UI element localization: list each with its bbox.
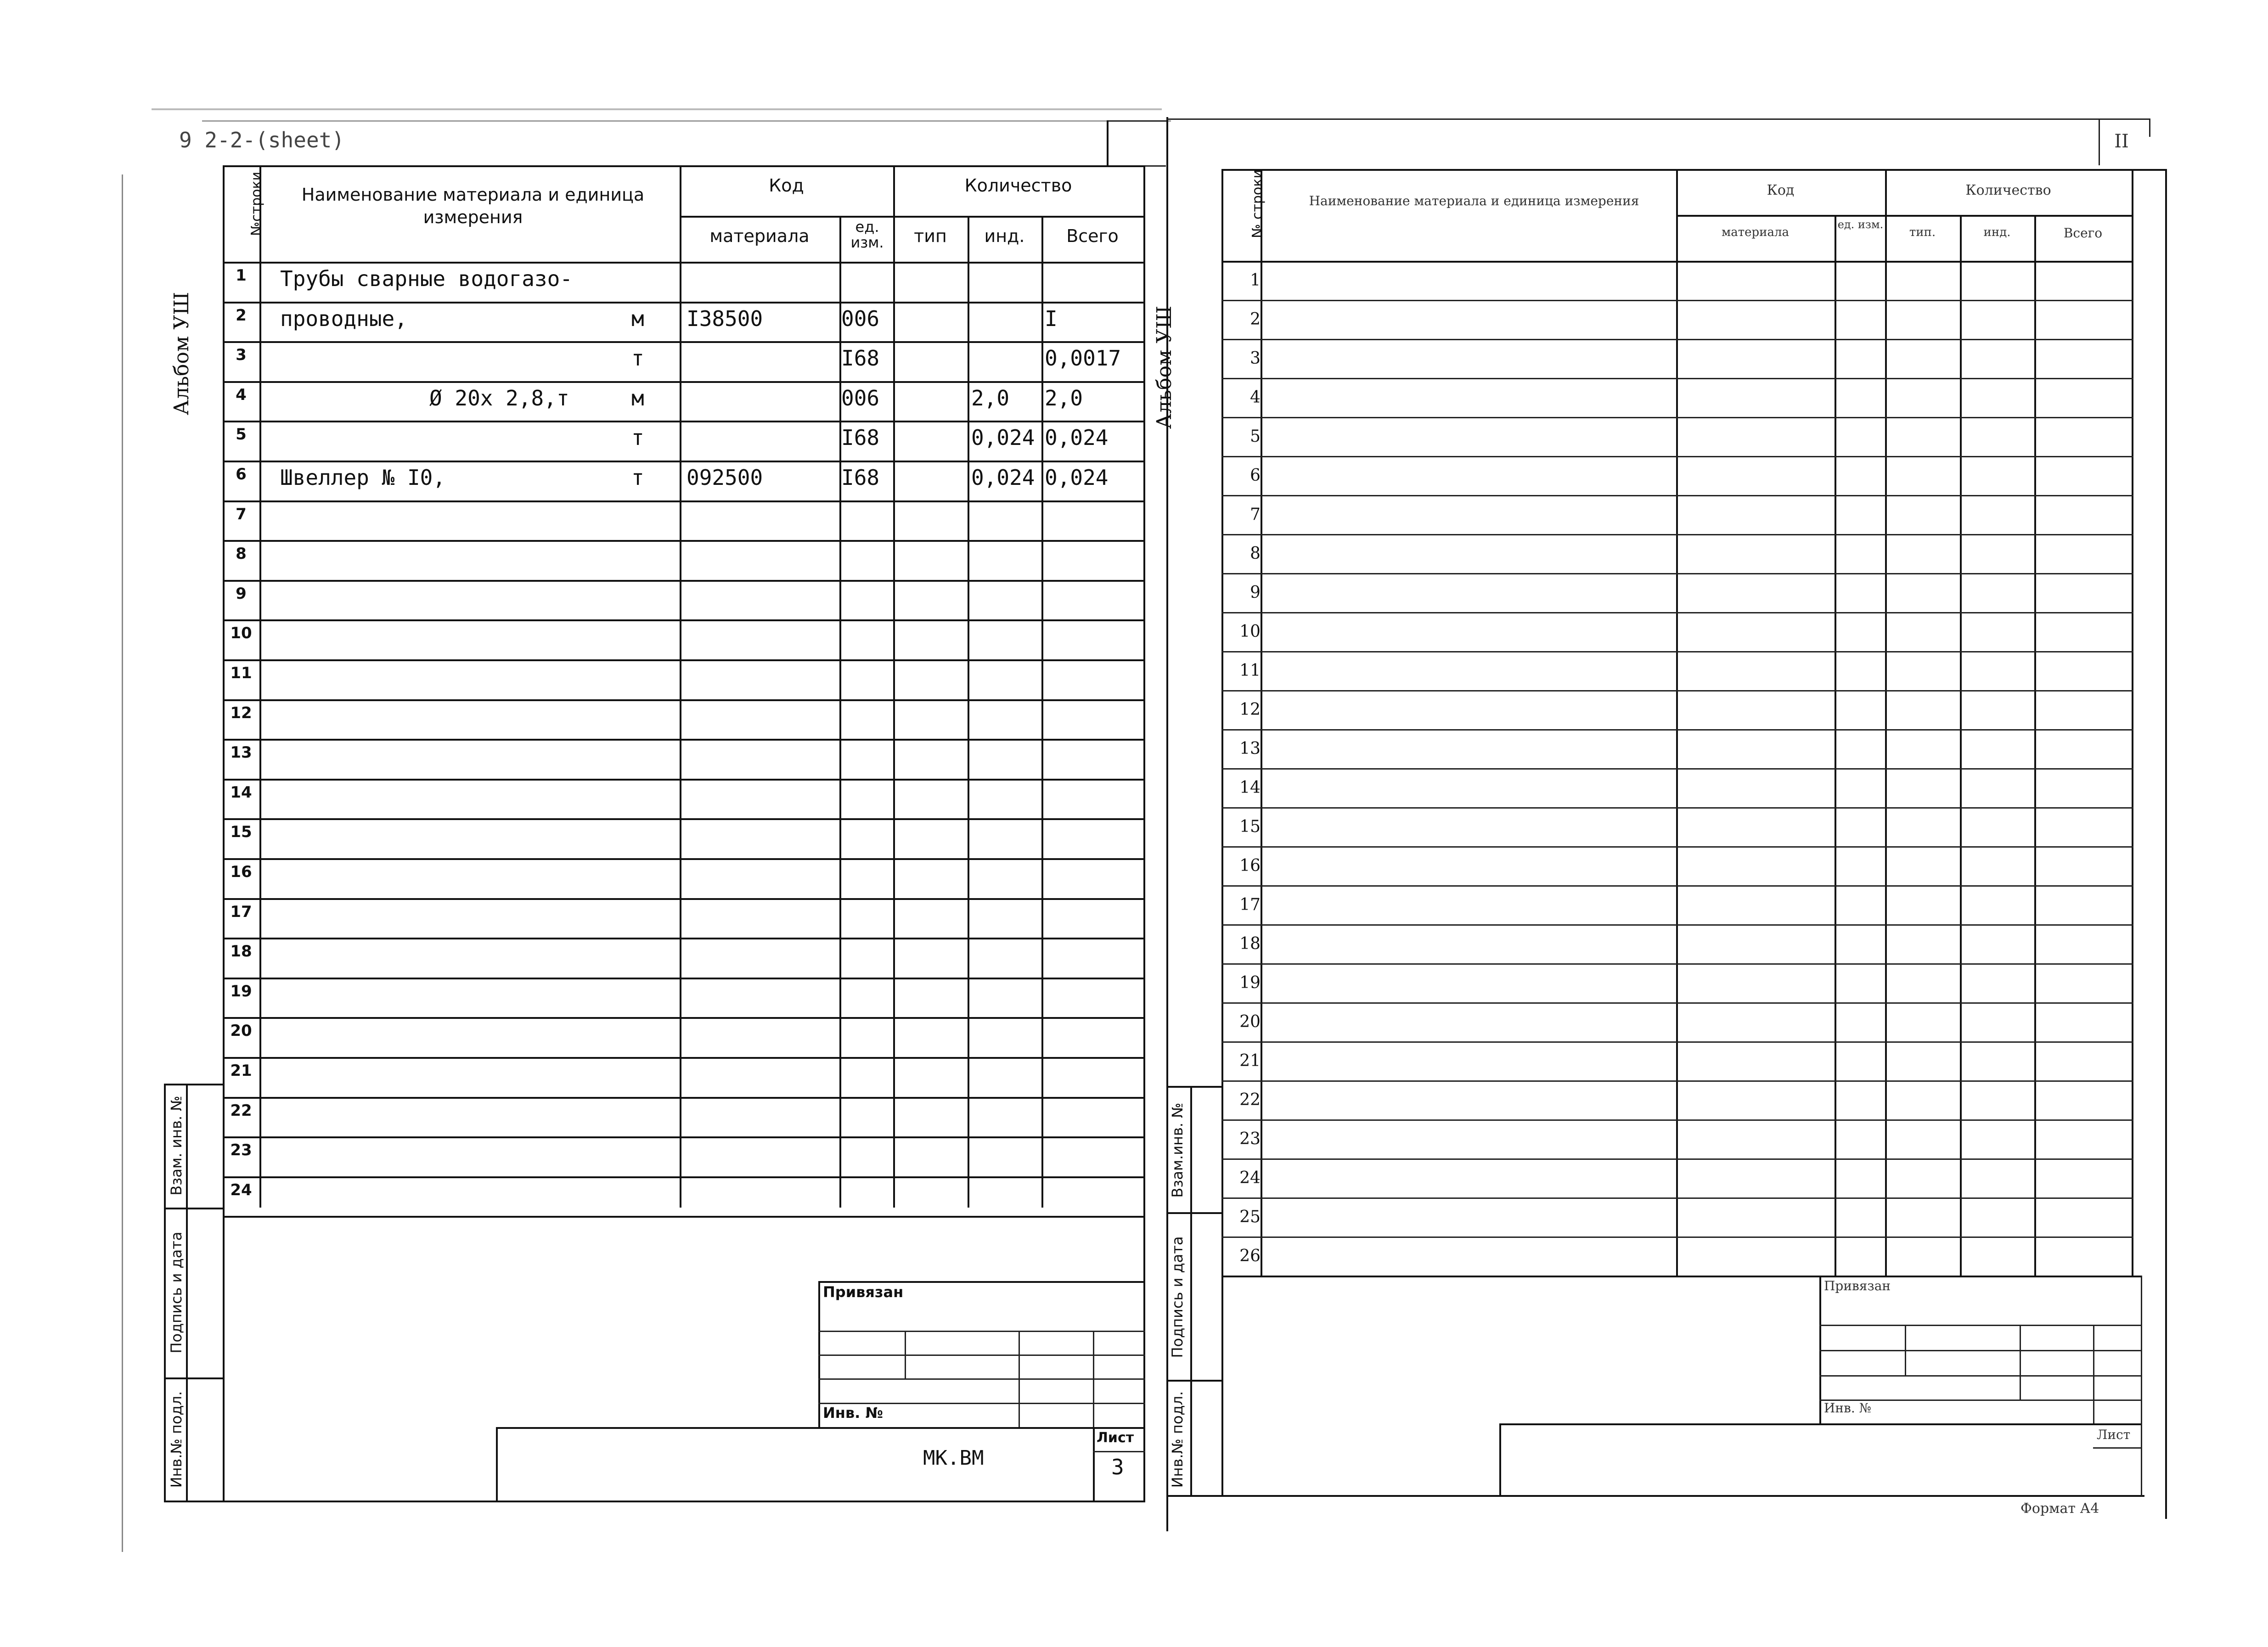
r-frame-bottom	[1166, 1495, 2144, 1497]
r-stamp-right	[2141, 1276, 2142, 1496]
row-number: 24	[1239, 1169, 1261, 1187]
row-number: 14	[1239, 778, 1261, 797]
table-row	[223, 1058, 1145, 1098]
right-header-divider	[2099, 118, 2100, 165]
r-header-code: Код	[1767, 182, 1795, 198]
row-number: 16	[1239, 856, 1261, 875]
table-row	[1221, 1120, 2133, 1159]
table-row	[223, 501, 1145, 541]
header-qty-type: тип	[914, 226, 947, 246]
unit-label: м	[631, 385, 644, 410]
table-row	[1221, 1042, 2133, 1081]
stamp-top	[818, 1281, 1145, 1283]
r-side-sep1	[1166, 1212, 1221, 1214]
side-block-inner	[186, 1084, 188, 1501]
r-side-block-left	[1166, 1086, 1168, 1496]
right-album-label: Альбом УШ	[1153, 305, 1176, 429]
r-header-rownum: № строки	[1249, 169, 1266, 238]
row-number: 9	[236, 584, 247, 603]
left-side-podpis: Подпись и дата	[168, 1231, 185, 1354]
row-number: 2	[1250, 310, 1261, 329]
left-side-inv: Инв.№ подл.	[168, 1391, 185, 1488]
r-header-subline	[1676, 215, 2133, 217]
unit-code: 006	[841, 385, 880, 410]
table-row	[1221, 886, 2133, 925]
row-number: 10	[1239, 622, 1261, 641]
r-header-qty-total: Всего	[2063, 225, 2103, 241]
table-row	[1221, 301, 2133, 340]
top-edge-inner	[202, 120, 1171, 122]
r-stamp-top	[1819, 1276, 2141, 1277]
format-label: Формат А4	[2020, 1501, 2099, 1517]
frame-bottom	[164, 1501, 1145, 1502]
right-top-line	[1166, 118, 2149, 120]
table-row	[1221, 964, 2133, 1003]
table-row	[1221, 925, 2133, 964]
table-row	[1221, 652, 2133, 691]
r-stamp-line2	[1819, 1350, 2141, 1351]
table-row	[1221, 691, 2133, 730]
table-row	[223, 859, 1145, 899]
r-header-code-material: материала	[1722, 225, 1789, 239]
r-header-qty-ind: инд.	[1983, 225, 2011, 239]
header-line	[1107, 120, 1166, 122]
right-header-tick	[2149, 118, 2150, 137]
r-stamp-main-top	[1499, 1423, 2141, 1425]
right-side-podpis: Подпись и дата	[1169, 1236, 1186, 1358]
frame-top	[223, 165, 1145, 167]
row-number: 4	[236, 385, 247, 404]
unit-label: м	[631, 306, 644, 331]
stamp-line3	[818, 1378, 1145, 1380]
table-row	[223, 382, 1145, 422]
table-row	[223, 422, 1145, 461]
unit-label: т	[631, 465, 644, 490]
qty-ind: 2,0	[971, 385, 1010, 410]
r-frame-top	[1221, 169, 2167, 171]
table-row	[1221, 262, 2133, 301]
unit-code: I68	[841, 346, 880, 371]
table-row	[1221, 457, 2133, 496]
row-number: 22	[230, 1101, 252, 1120]
stamp-line2	[818, 1355, 1145, 1356]
material-name: Швеллер № I0,	[280, 465, 446, 490]
row-number: 23	[1239, 1130, 1261, 1148]
row-number: 9	[1250, 583, 1261, 602]
table-row	[223, 1137, 1145, 1177]
table-row	[223, 1098, 1145, 1138]
header-qty: Количество	[964, 175, 1072, 196]
qty-total: 2,0	[1045, 385, 1083, 410]
stamp-inv-no: Инв. №	[823, 1404, 883, 1422]
unit-label: т	[631, 425, 644, 450]
stamp-list-no: 3	[1111, 1455, 1124, 1479]
left-margin-line	[122, 174, 123, 1552]
right-side-vzam: Взам.инв. №	[1169, 1102, 1186, 1198]
table-row	[223, 700, 1145, 740]
material-code: 092500	[687, 465, 763, 490]
table-row	[223, 1177, 1145, 1217]
r-stamp-line3	[1819, 1375, 2141, 1377]
row-number: 13	[230, 743, 252, 762]
header-code-unit: ед. изм.	[850, 218, 884, 251]
table-row	[223, 780, 1145, 820]
row-number: 20	[230, 1022, 252, 1040]
header-subline	[680, 216, 1143, 218]
row-line	[223, 1216, 1145, 1218]
stamp-doc-code: МК.ВМ	[923, 1446, 984, 1470]
material-name: Ø 20х 2,8,т	[429, 385, 569, 410]
row-number: 11	[1239, 661, 1261, 680]
table-row	[1221, 496, 2133, 535]
stamp-main-left	[496, 1427, 498, 1501]
table-row	[1221, 613, 2133, 652]
material-name: Трубы сварные водогазо-	[280, 266, 573, 291]
r-stamp-list-label: Лист	[2097, 1427, 2131, 1442]
row-number: 5	[236, 425, 247, 444]
table-row	[1221, 418, 2133, 457]
r-header-name: Наименование материала и единица измерения	[1309, 193, 1639, 208]
row-number: 3	[236, 346, 247, 365]
row-number: 26	[1239, 1247, 1261, 1265]
left-top-label: 9 2-2-(sheet)	[179, 128, 345, 152]
stamp-v3	[1093, 1331, 1094, 1428]
left-album-label: Альбом УШ	[170, 292, 193, 416]
table-row	[1221, 847, 2133, 886]
right-page-no: II	[2114, 131, 2129, 152]
table-row	[1221, 1198, 2133, 1237]
r-stamp-list-line	[2093, 1447, 2141, 1449]
table-row	[1221, 1237, 2133, 1276]
stamp-line1	[818, 1331, 1145, 1332]
r-header-qty-type: тип.	[1909, 225, 1936, 239]
table-row	[1221, 379, 2133, 418]
row-number: 7	[236, 505, 247, 523]
header-rownum: №строки	[248, 171, 265, 236]
row-number: 5	[1250, 427, 1261, 446]
table-row	[1221, 808, 2133, 847]
table-row	[223, 303, 1145, 343]
unit-code: I68	[841, 465, 880, 490]
table-row	[1221, 535, 2133, 574]
row-number: 10	[230, 624, 252, 643]
table-row	[223, 581, 1145, 621]
row-number: 3	[1250, 349, 1261, 368]
header-code: Код	[769, 175, 804, 196]
r-frame-right	[2165, 169, 2167, 1519]
stamp-v2	[1019, 1331, 1020, 1428]
row-number: 1	[1250, 271, 1261, 290]
row-number: 15	[1239, 817, 1261, 836]
row-number: 21	[230, 1062, 252, 1080]
qty-total: 0,024	[1045, 465, 1109, 490]
r-stamp-privyazan: Привязан	[1824, 1278, 1891, 1293]
header-code-material: материала	[709, 226, 810, 246]
row-number: 8	[236, 545, 247, 563]
r-stamp-v3	[2093, 1325, 2094, 1425]
r-stamp-inv-no: Инв. №	[1824, 1400, 1872, 1416]
table-row	[1221, 1081, 2133, 1120]
row-number: 6	[236, 465, 247, 483]
table-row	[223, 342, 1145, 382]
row-number: 16	[230, 863, 252, 881]
header-divider	[1107, 120, 1109, 165]
table-row	[1221, 730, 2133, 769]
table-row	[223, 620, 1145, 660]
r-header-code-unit: ед. изм.	[1837, 218, 1884, 231]
row-number: 4	[1250, 388, 1261, 407]
qty-total: 0,0017	[1045, 346, 1121, 371]
stamp-main-top	[496, 1427, 1145, 1429]
table-row	[223, 660, 1145, 700]
r-stamp-line1	[1819, 1325, 2141, 1326]
table-row	[1221, 574, 2133, 613]
qty-total: I	[1045, 306, 1058, 331]
row-number: 1	[236, 266, 247, 285]
qty-ind: 0,024	[971, 465, 1035, 490]
table-row	[223, 899, 1145, 939]
table-row	[223, 1018, 1145, 1058]
table-row	[1221, 1003, 2133, 1042]
qty-total: 0,024	[1045, 425, 1109, 450]
header-name: Наименование материала и единица измерения	[301, 185, 645, 228]
stamp-v1	[905, 1331, 906, 1378]
r-stamp-v1	[1905, 1325, 1906, 1375]
row-number: 6	[1250, 466, 1261, 485]
row-number: 22	[1239, 1091, 1261, 1109]
table-row	[1221, 340, 2133, 379]
table-row	[1221, 769, 2133, 808]
table-row	[223, 461, 1145, 501]
top-edge	[152, 108, 1162, 110]
header-qty-ind: инд.	[984, 226, 1025, 246]
frame-top-ext	[1145, 165, 1166, 167]
row-number: 21	[1239, 1051, 1261, 1070]
table-row	[223, 978, 1145, 1018]
row-number: 18	[1239, 934, 1261, 953]
row-number: 19	[1239, 973, 1261, 992]
row-number: 25	[1239, 1208, 1261, 1226]
r-side-top	[1166, 1086, 1221, 1088]
row-number: 12	[1239, 700, 1261, 719]
row-number: 13	[1239, 739, 1261, 758]
row-number: 24	[230, 1180, 252, 1199]
row-number: 20	[1239, 1012, 1261, 1031]
row-number: 12	[230, 703, 252, 722]
row-number: 19	[230, 982, 252, 1001]
r-side-inner	[1190, 1086, 1192, 1496]
row-number: 23	[230, 1141, 252, 1160]
stamp-list-line	[1093, 1451, 1145, 1452]
row-number: 18	[230, 942, 252, 961]
r-header-qty: Количество	[1965, 182, 2051, 198]
r-stamp-v2	[2020, 1325, 2021, 1400]
row-number: 14	[230, 783, 252, 802]
unit-label: т	[631, 346, 644, 371]
row-number: 2	[236, 306, 247, 325]
row-number: 15	[230, 823, 252, 842]
stamp-privyazan: Привязан	[823, 1283, 904, 1301]
stamp-list-label: Лист	[1097, 1430, 1134, 1446]
row-number: 17	[1239, 895, 1261, 914]
left-side-vzam: Взам. инв. №	[168, 1096, 185, 1196]
side-block-sep1	[164, 1208, 223, 1209]
qty-ind: 0,024	[971, 425, 1035, 450]
table-row	[1221, 1159, 2133, 1198]
row-number: 7	[1250, 505, 1261, 524]
unit-code: 006	[841, 306, 880, 331]
unit-code: I68	[841, 425, 880, 450]
material-name: проводные,	[280, 306, 407, 331]
table-row	[223, 263, 1145, 303]
header-qty-total: Всего	[1066, 226, 1119, 246]
table-row	[223, 740, 1145, 780]
row-number: 11	[230, 664, 252, 682]
row-number: 8	[1250, 544, 1261, 563]
table-row	[223, 819, 1145, 859]
right-side-inv: Инв.№ подл.	[1169, 1391, 1186, 1488]
material-code: I38500	[687, 306, 763, 331]
stamp-list-divider	[1093, 1427, 1095, 1501]
r-stamp-main-left	[1499, 1423, 1501, 1496]
row-number: 17	[230, 902, 252, 921]
table-row	[223, 541, 1145, 581]
side-block-left	[164, 1084, 166, 1501]
table-row	[223, 939, 1145, 978]
